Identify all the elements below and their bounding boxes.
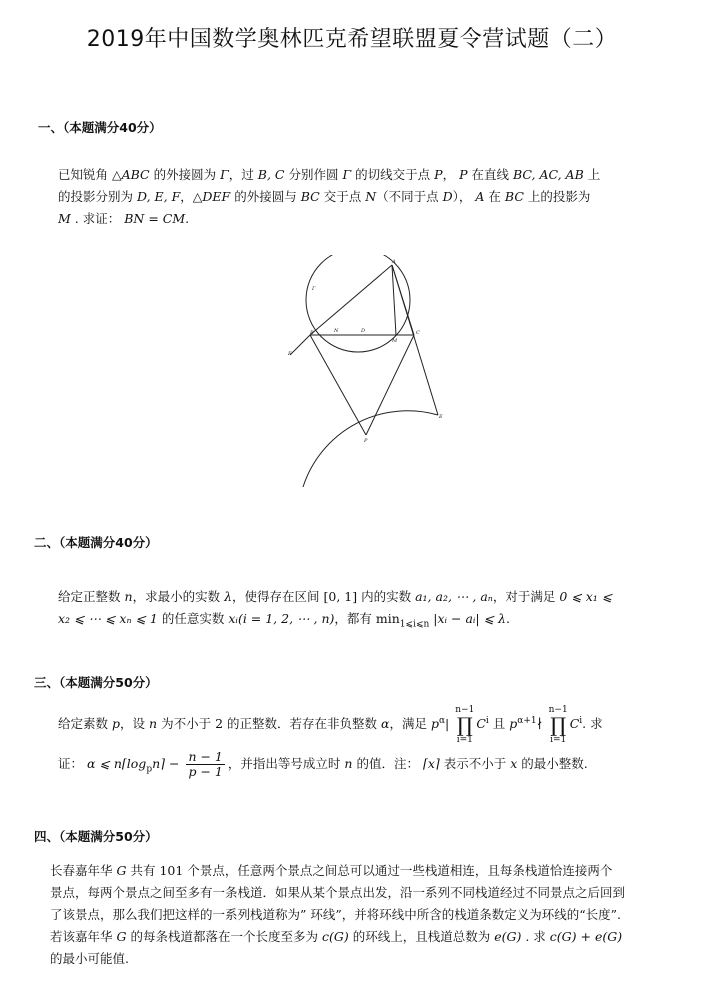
page-title: 2019年中国数学奥林匹克希望联盟夏令营试题（二）: [86, 27, 618, 52]
tangent-bp: [310, 335, 366, 435]
label-p: P: [364, 438, 368, 444]
section-heading-1: 一、（本题满分40分）: [38, 120, 162, 135]
section-heading-3: 三、（本题满分50分）: [34, 675, 158, 690]
product-2: n−1 ∏ i=1: [548, 704, 568, 745]
line-ab: [310, 265, 392, 335]
line-fb: [290, 335, 310, 355]
label-f: F: [288, 351, 292, 357]
label-a: A: [392, 259, 396, 265]
label-m: M: [392, 338, 398, 344]
large-circle-arc: [303, 411, 438, 487]
label-c: C: [416, 330, 420, 336]
problem-3-text: 给定素数 p，设 n 为不小于 2 的正整数．若存在非负整数 α，满足 $p^\alpha|$ n−1 ∏ i=1 $C^i$ 且 $p^{\alpha+1}∤$ n−1 ∏ i=1 $C^i$. 求 证： α ⩽ $n⌈\log_pn⌉$ − $\frac{n - 1}{p - 1}$ ，并指出等号成立时 n 的值．注： ⌈x⌉ 表示不小于 x 的最小整数.: [58, 704, 603, 779]
line-ae: [392, 265, 438, 415]
problem-1-text: 已知锐角 △ABC 的外接圆为 Γ，过 B, C 分别作圆 Γ 的切线交于点 P， P 在直线 BC, AC, AB 上 的投影分别为 D, E, F，△DEF 的外接圆与 BC 交于点 N（不同于点 D）， A 在 BC 上的投影为 M . 求证： BN = CM.: [58, 167, 601, 226]
geometry-figure: [258, 255, 448, 487]
label-e: E: [439, 414, 443, 420]
label-d: D: [361, 328, 366, 334]
label-b: B: [310, 330, 314, 336]
section-heading-4: 四、（本题满分50分）: [34, 829, 158, 844]
problem-4-text: 长春嘉年华 G 共有 101 个景点，任意两个景点之间总可以通过一些栈道相连，且每条栈道恰连接两个 景点，每两个景点之间至多有一条栈道．如果从某个景点出发，沿一系列不同栈道经过不同景点之后回到 了该景点，那么我们把这样的一系列栈道称为” 环线”，并将环线中所含的栈道条数定义为环线的“长度”. 若该嘉年华 G 的每条栈道都落在一个长度至多为 c(G) 的环线上，且栈道总数为 e(G) . 求 c(G) + e(G) 的最小可能值.: [50, 863, 626, 966]
label-n: N: [334, 328, 339, 334]
label-gamma: Γ: [312, 286, 316, 292]
product-1: n−1 ∏ i=1: [455, 704, 475, 745]
fraction: $\frac{n - 1}{p - 1}$: [188, 749, 223, 779]
section-heading-2: 二、（本题满分40分）: [34, 535, 158, 550]
problem-2-text: 给定正整数 n，求最小的实数 λ，使得存在区间 [0, 1] 内的实数 a₁, a₂, ⋯ , aₙ，对于满足 0 ⩽ x₁ ⩽ x₂ ⩽ ⋯ ⩽ xₙ ⩽ 1 的任意实数 xᵢ(i = 1, 2, ⋯ , n)，都有 $\min_{1⩽i⩽n}$ |xᵢ − aᵢ| ⩽ λ.: [58, 589, 613, 630]
